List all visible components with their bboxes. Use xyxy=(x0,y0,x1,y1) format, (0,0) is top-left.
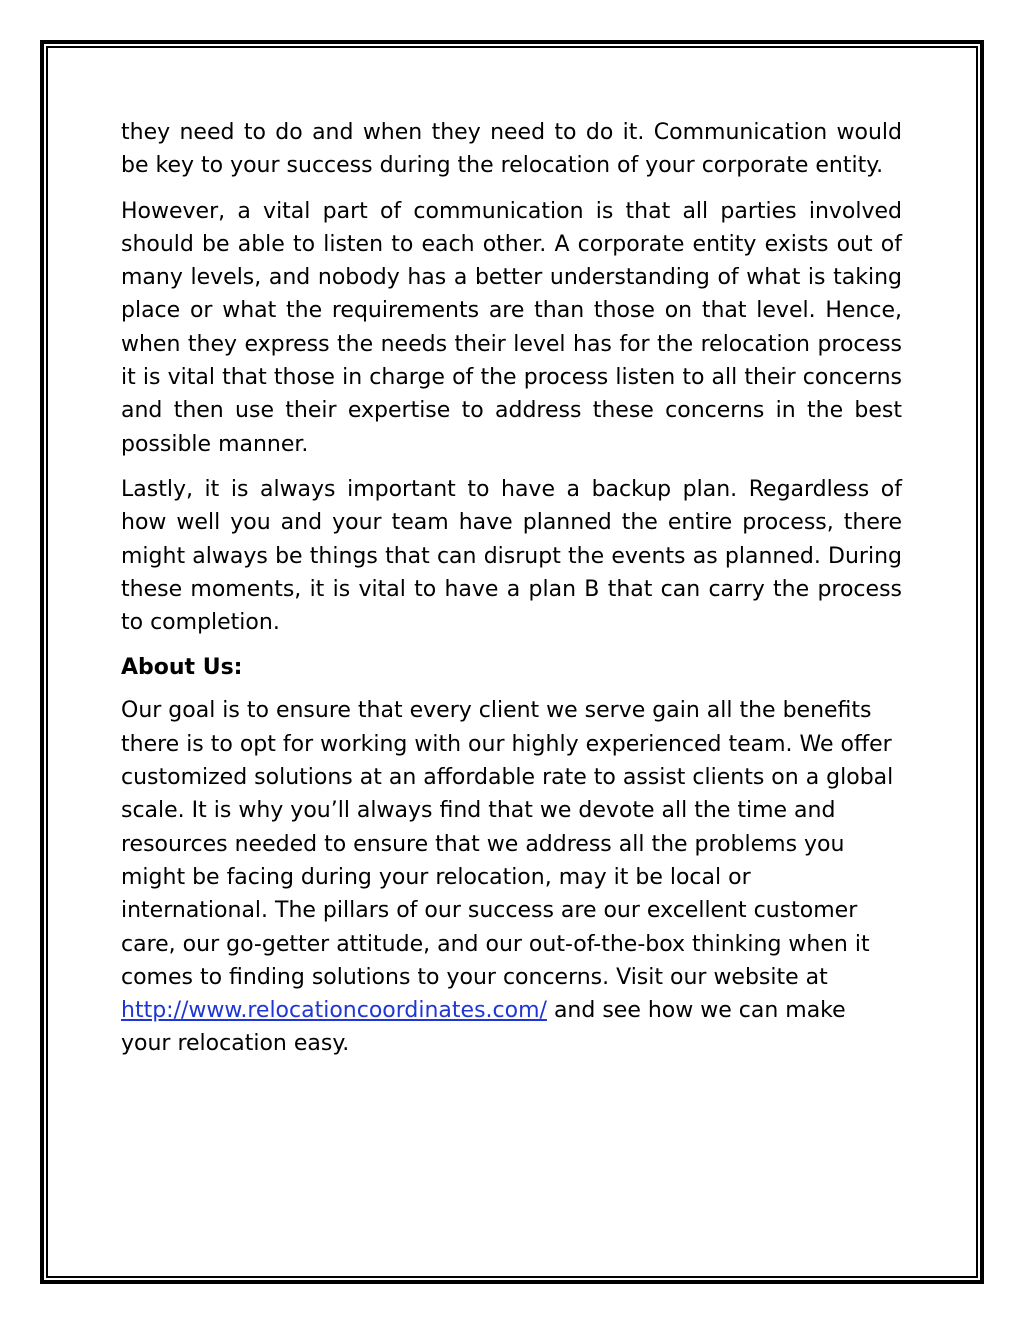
paragraph-communication: they need to do and when they need to do it. Communication would be key to your success during the relocation of your corporate entity. xyxy=(121,120,902,179)
about-us-body: Our goal is to ensure that every client we serve gain all the benefits there is to opt for working with our highly experienced team. We offer customized solutions at an affordable rate to assist clients on a global scale. It is why you’ll always find that we devote all the time and resources needed to ensure that we address all the problems you might be facing during your relocation, may it be local or international. The pillars of our success are our excellent customer care, our go-getter attitude, and our out-of-the-box thinking when it comes to finding solutions to your concerns. Visit our website at xyxy=(121,698,894,990)
about-us-closing: and see how we can make your relocation easy. xyxy=(121,998,846,1057)
about-us-paragraph xyxy=(121,694,902,1060)
about-us-heading: About Us: xyxy=(121,655,243,681)
paragraph-listening: However, a vital part of communication is that all parties involved should be able to listen to each other. A corporate entity exists out of many levels, and nobody has a better understanding of what is taking place or what the requirements are than those on that level. Hence, when they express the needs their level has for the relocation process it is vital that those in charge of the process listen to all their concerns and then use their expertise to address these concerns in the best possible manner. xyxy=(121,198,902,457)
document-body xyxy=(121,116,902,1073)
website-link[interactable]: http://www.relocationcoordinates.com/ xyxy=(121,998,547,1024)
paragraph-backup-plan: Lastly, it is always important to have a backup plan. Regardless of how well you and your team have planned the entire process, there might always be things that can disrupt the events as planned. During these moments, it is vital to have a plan B that can carry the process to completion. xyxy=(121,476,902,636)
